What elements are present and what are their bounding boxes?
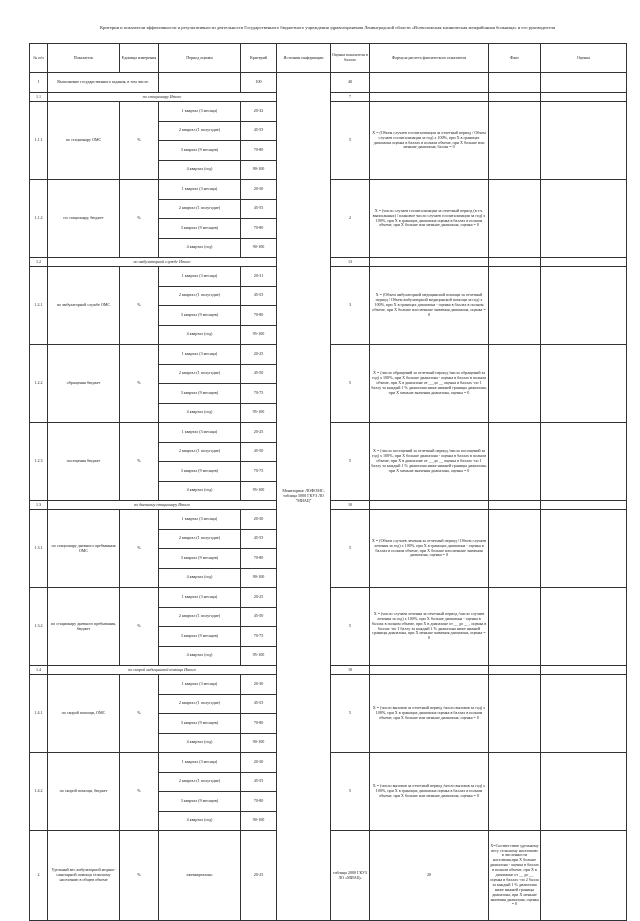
- table-row: [30, 73, 627, 93]
- criterion-cell: 90-100: [241, 160, 277, 180]
- criterion-cell: 45-55: [241, 121, 277, 141]
- criterion-cell: 70-75: [241, 384, 277, 404]
- item-fact: [489, 180, 541, 258]
- item-formula: Х = (число вызовов за отчетный период /число вызовов за год) х 100%, при Х в границах диапазона оценка в баллах в полном объеме, при Х больше или меньше диапазона, оценка = 0: [370, 753, 489, 831]
- criterion-cell: 20-25: [241, 423, 277, 443]
- period-cell: 3 квартал (9 месяцев): [159, 141, 241, 161]
- criterion-cell: 70-80: [241, 306, 277, 326]
- criterion-cell: 20-32: [241, 102, 277, 122]
- source-cell: Мониторинг ЛОФОМС, таблица 5000 ГКУЗ ЛО "МИАЦ": [277, 73, 331, 921]
- section-grade: [541, 258, 627, 267]
- period-cell: 3 квартал (9 месяцев): [159, 714, 241, 734]
- item-fact: [489, 267, 541, 345]
- item-num: 1.2.3: [30, 423, 48, 501]
- section-title: по амбулаторной службе Итого: [48, 258, 277, 267]
- period-cell: 3 квартал (9 месяцев): [159, 792, 241, 812]
- section-num: 1.4: [30, 666, 48, 675]
- item-unit: %: [120, 180, 159, 258]
- item-grade: [541, 267, 627, 345]
- item-unit: %: [120, 588, 159, 666]
- criterion-cell: 90-100: [241, 733, 277, 753]
- item-grade: [541, 588, 627, 666]
- period-cell: 2 квартал (1 полугодие): [159, 121, 241, 141]
- document-title: Критерии и показатели эффективности и результативности деятельности Государственного бюджетного учреждения здравоохранения Ленинградской области «Всеволожская клиническая межрайонная больница» и его руководителя: [99, 25, 556, 30]
- item-indicator: посещения бюджет: [48, 423, 120, 501]
- period-cell: 1 квартал (3 месяца): [159, 423, 241, 443]
- item-formula: Х = (число посещений за отчетный период /число посещений за год) х 100%, при Х больше диапазона - оценка в баллах в полном объеме, при Х в диапазоне от __ до __ оценка в баллах -по 1 баллу за каждый 1 % диапазона ниже нижней границы диапазона, при Х меньше значения диапазона, оценка = 0: [370, 423, 489, 501]
- section-num: 1.3: [30, 501, 48, 510]
- row-score: 20: [370, 831, 489, 921]
- criterion-cell: 90-100: [241, 811, 277, 831]
- header-unit: Единица измерения: [120, 44, 159, 73]
- criterion-cell: 20-30: [241, 753, 277, 773]
- period-cell: 3 квартал (9 месяцев): [159, 219, 241, 239]
- criterion-cell: 95-100: [241, 325, 277, 345]
- item-fact: [489, 588, 541, 666]
- item-score: 3: [331, 267, 370, 345]
- item-fact: [489, 753, 541, 831]
- section-fact: [489, 666, 541, 675]
- section-fact: [489, 93, 541, 102]
- section-score: 10: [331, 501, 370, 510]
- criterion-cell: 95-100: [241, 646, 277, 666]
- item-score: 2: [331, 180, 370, 258]
- criterion-cell: 45-55: [241, 199, 277, 219]
- item-fact: [489, 345, 541, 423]
- row-indicator: Выполнение государственного задания, в том числе:: [48, 73, 159, 93]
- period-cell: 3 квартал (9 месяцев): [159, 306, 241, 326]
- item-formula: Х = (Объем случаев госпитализации за отчетный период / Объем случаев госпитализации за год) х 100%, при Х в границах диапазона оценка в баллах в полном объеме, при Х больше или меньше диапазона, баллы = 0: [370, 102, 489, 180]
- item-num: 1.4.1: [30, 675, 48, 753]
- item-formula: Х = (число случаев лечения за отчетный период /число случаев лечения за год) х 100%, при Х больше диапазона - оценка в баллах в полном объеме, при Х в диапазоне от __ до __ , оценка в баллах -по 1 баллу за каждый 1 % диапазона ниже нижней границы диапазона, при Х меньше значения диапазона, оценка = 0: [370, 588, 489, 666]
- criterion-cell: 20-30: [241, 180, 277, 200]
- period-cell: 2 квартал (1 полугодие): [159, 364, 241, 384]
- header-criterion: Критерий: [241, 44, 277, 73]
- item-formula: Х = (число обращений за отчетный период /число обращений за год) х 100%, при Х больше диапазона - оценка в баллах в полном объеме, при Х в диапазоне от __ до __ оценка в баллах -по 1 баллу за каждый 1 % диапазона ниже нижней границы диапазона, при Х меньше значения диапазона, оценка = 0: [370, 345, 489, 423]
- item-num: 1.3.1: [30, 510, 48, 588]
- criterion-cell: 45-50: [241, 442, 277, 462]
- criterion-cell: 70-80: [241, 714, 277, 734]
- item-grade: [541, 102, 627, 180]
- item-unit: %: [120, 675, 159, 753]
- section-score: 10: [331, 666, 370, 675]
- item-num: 1.3.2: [30, 588, 48, 666]
- row-grade: [541, 73, 627, 93]
- item-indicator: обращения бюджет: [48, 345, 120, 423]
- item-indicator: по скорой помощи, ОМС: [48, 675, 120, 753]
- item-formula: Х = (число вызовов за отчетный период /число вызовов за год) х 100%, при Х в границах диапазона оценка в баллах в полном объеме, при Х больше или меньше диапазона, оценка = 0: [370, 675, 489, 753]
- item-unit: %: [120, 267, 159, 345]
- section-formula: [370, 258, 489, 267]
- period-cell: 4 квартал (год): [159, 568, 241, 588]
- item-grade: [541, 180, 627, 258]
- period-cell: 3 квартал (9 месяцев): [159, 462, 241, 482]
- criterion-cell: 20-25: [241, 345, 277, 365]
- item-num: 1.2.2: [30, 345, 48, 423]
- row-score: 40: [331, 73, 370, 93]
- row-source: таблица 2000 ГКУЗ ЛО «МИАЦ»: [331, 831, 370, 921]
- period-cell: 1 квартал (3 месяца): [159, 753, 241, 773]
- header-score: Оценка показателя в баллах: [331, 44, 370, 73]
- section-fact: [489, 258, 541, 267]
- header-indicator: Показатель: [48, 44, 120, 73]
- item-indicator: по скорой помощи, бюджет: [48, 753, 120, 831]
- item-score: 5: [331, 753, 370, 831]
- period-cell: 3 квартал (9 месяцев): [159, 549, 241, 569]
- section-num: 1.1: [30, 93, 48, 102]
- row-num: 1: [30, 73, 48, 93]
- period-cell: 3 квартал (9 месяцев): [159, 627, 241, 647]
- period-cell: 2 квартал (1 полугодие): [159, 607, 241, 627]
- section-grade: [541, 501, 627, 510]
- item-indicator: по стационару, бюджет: [48, 180, 120, 258]
- criterion-cell: 45-55: [241, 694, 277, 714]
- period-cell: 4 квартал (год): [159, 160, 241, 180]
- item-num: 1.4.2: [30, 753, 48, 831]
- period-cell: 1 квартал (3 месяца): [159, 267, 241, 287]
- criterion-cell: 95-100: [241, 403, 277, 423]
- period-cell: 1 квартал (3 месяца): [159, 510, 241, 530]
- criterion-cell: 70-80: [241, 549, 277, 569]
- criterion-cell: 20-30: [241, 510, 277, 530]
- period-cell: 4 квартал (год): [159, 811, 241, 831]
- item-grade: [541, 423, 627, 501]
- item-grade: [541, 753, 627, 831]
- row-criterion: 100: [241, 73, 277, 93]
- criterion-cell: 70-75: [241, 462, 277, 482]
- period-cell: 2 квартал (1 полугодие): [159, 694, 241, 714]
- criteria-table: [29, 43, 627, 921]
- item-indicator: по стационару ОМС: [48, 102, 120, 180]
- item-formula: Х = (Объем амбулаторной медицинской помощи за отчетный период / Объем амбулаторной медицинской помощи за год) х 100%, при Х в границах диапазона - оценка в баллах в полном объеме, при Х больше или меньше значения диапазона, оценка = 0: [370, 267, 489, 345]
- header-source: Источник информации: [277, 44, 331, 73]
- header-grade: Оценка: [541, 44, 627, 73]
- criterion-cell: 70-80: [241, 141, 277, 161]
- period-cell: 4 квартал (год): [159, 733, 241, 753]
- period-cell: 2 квартал (1 полугодие): [159, 772, 241, 792]
- item-score: 5: [331, 675, 370, 753]
- criterion-cell: 45-50: [241, 364, 277, 384]
- item-score: 5: [331, 345, 370, 423]
- item-grade: [541, 675, 627, 753]
- row-formula: [370, 73, 489, 93]
- row-period: [159, 73, 241, 93]
- criterion-cell: 90-100: [241, 238, 277, 258]
- section-formula: [370, 501, 489, 510]
- period-cell: 1 квартал (3 месяца): [159, 180, 241, 200]
- item-unit: %: [120, 510, 159, 588]
- row-formula: Х=Соответствие удельному весу сельскому населению в численности населения,при Х больше диапазона - оценка в баллах в полном объеме, при Х в диапазоне от __ до __ оценка в баллах -по 2 балла за каждый 1 % диапазона ниже нижней границы диапазона, при Х меньше значения диапазона, оценка = 0: [489, 831, 541, 921]
- header-period: Период оценки: [159, 44, 241, 73]
- section-score: 7: [331, 93, 370, 102]
- criterion-cell: 20-25: [241, 588, 277, 608]
- period-cell: 4 квартал (год): [159, 646, 241, 666]
- row-fact: [541, 831, 627, 921]
- criterion-cell: 20-31: [241, 267, 277, 287]
- item-indicator: по амбулаторной службе ОМС: [48, 267, 120, 345]
- period-cell: 1 квартал (3 месяца): [159, 675, 241, 695]
- criterion-cell: 45-55: [241, 286, 277, 306]
- item-unit: %: [120, 423, 159, 501]
- period-cell: 4 квартал (год): [159, 403, 241, 423]
- row-fact: [489, 73, 541, 93]
- section-score: 13: [331, 258, 370, 267]
- period-cell: 2 квартал (1 полугодие): [159, 199, 241, 219]
- item-fact: [489, 510, 541, 588]
- section-formula: [370, 666, 489, 675]
- item-grade: [541, 345, 627, 423]
- item-fact: [489, 675, 541, 753]
- item-num: 1.1.2: [30, 180, 48, 258]
- section-title: по стационару Итого: [48, 93, 277, 102]
- section-num: 1.2: [30, 258, 48, 267]
- item-score: 5: [331, 510, 370, 588]
- criterion-cell: 45-55: [241, 772, 277, 792]
- item-unit: %: [120, 753, 159, 831]
- criterion-cell: 70-75: [241, 627, 277, 647]
- criterion-cell: 90-100: [241, 568, 277, 588]
- header-formula: Формула расчета фактического показателя: [370, 44, 489, 73]
- section-grade: [541, 93, 627, 102]
- row-unit: %: [120, 831, 159, 921]
- period-cell: 4 квартал (год): [159, 238, 241, 258]
- period-cell: 3 квартал (9 месяцев): [159, 384, 241, 404]
- row-period: ежеквартально: [159, 831, 241, 921]
- criterion-cell: 70-80: [241, 792, 277, 812]
- section-fact: [489, 501, 541, 510]
- period-cell: 2 квартал (1 полугодие): [159, 529, 241, 549]
- header-row: [30, 44, 627, 73]
- section-title: по дневному стационару Итого: [48, 501, 277, 510]
- item-formula: Х = (число случаев госпитализации за отчетный период (в т.ч. выписанных) / плановое число случаев госпитализации за год) х 100%, при Х в границах диапазона оценка в баллах в полном объеме, при Х больше или меньше диапазона, оценка = 0: [370, 180, 489, 258]
- period-cell: 2 квартал (1 полугодие): [159, 442, 241, 462]
- item-formula: Х = (Объем случаев лечения за отчетный период / Объем случаев лечения за год) х 100%, при Х в границах диапазона - оценка в баллах в полном объеме, при Х больше или меньше значения диапазона, оценка = 0: [370, 510, 489, 588]
- section-formula: [370, 93, 489, 102]
- item-score: 5: [331, 588, 370, 666]
- row-num: 2: [30, 831, 48, 921]
- header-num: № п/п: [30, 44, 48, 73]
- item-indicator: по стационару дневного пребывания, бюджет: [48, 588, 120, 666]
- criterion-cell: 45-55: [241, 529, 277, 549]
- period-cell: 4 квартал (год): [159, 481, 241, 501]
- item-score: 5: [331, 102, 370, 180]
- criterion-cell: 20-30: [241, 675, 277, 695]
- period-cell: 1 квартал (3 месяца): [159, 588, 241, 608]
- item-unit: %: [120, 345, 159, 423]
- section-grade: [541, 666, 627, 675]
- row-criterion: 20-25: [241, 831, 277, 921]
- item-num: 1.2.1: [30, 267, 48, 345]
- criterion-cell: 95-100: [241, 481, 277, 501]
- period-cell: 2 квартал (1 полугодие): [159, 286, 241, 306]
- period-cell: 4 квартал (год): [159, 325, 241, 345]
- item-grade: [541, 510, 627, 588]
- period-cell: 1 квартал (3 месяца): [159, 102, 241, 122]
- item-score: 5: [331, 423, 370, 501]
- criterion-cell: 70-80: [241, 219, 277, 239]
- item-fact: [489, 423, 541, 501]
- section-title: по скорой медицинской помощи Итого: [48, 666, 277, 675]
- item-num: 1.1.1: [30, 102, 48, 180]
- item-fact: [489, 102, 541, 180]
- item-indicator: по стационару дневного пребывания ОМС: [48, 510, 120, 588]
- criterion-cell: 45-50: [241, 607, 277, 627]
- item-unit: %: [120, 102, 159, 180]
- period-cell: 1 квартал (3 месяца): [159, 345, 241, 365]
- row-indicator: Удельный вес амбулаторной медико-санитарной помощи сельскому населению в общем объеме: [48, 831, 120, 921]
- header-fact: Факт: [489, 44, 541, 73]
